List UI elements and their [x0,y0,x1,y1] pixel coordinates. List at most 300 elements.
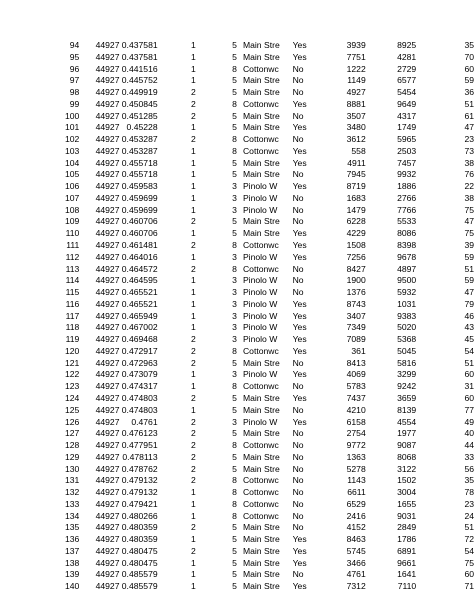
value-b-cell: 9383 [397,310,417,321]
table-row [0,499,474,511]
value-b-cell: 8086 [397,228,417,239]
table-row [0,264,474,276]
flag-cell: Yes [292,369,307,380]
code-cell: 44927 [95,451,120,462]
value-c-cell: 61 [464,110,474,121]
code-cell: 44927 [95,416,120,427]
group-cell: 2 [190,451,196,462]
fraction-cell: 0.459699 [121,204,158,215]
row-number: 120 [64,345,80,356]
zone-cell: 8 [232,263,237,274]
fraction-cell: 0.465949 [121,310,158,321]
code-cell: 44927 [95,192,120,203]
table-row [0,252,474,264]
code-cell: 44927 [95,487,120,498]
value-a-cell: 6529 [346,498,366,509]
group-cell: 2 [190,475,196,486]
code-cell: 44927 [95,322,120,333]
table-row [0,428,474,440]
value-a-cell: 9772 [346,440,366,451]
row-number: 101 [64,122,80,133]
table-row [0,558,474,570]
table-row [0,275,474,287]
group-cell: 1 [190,192,196,203]
table-row [0,405,474,417]
street-cell: Main Stre [242,557,280,568]
flag-cell: Yes [292,581,307,592]
row-number: 135 [64,522,80,533]
value-b-cell: 6891 [397,545,417,556]
street-cell: Main Stre [242,522,280,533]
fraction-cell: 0.465521 [121,298,158,309]
table-row [0,487,474,499]
code-cell: 44927 [95,522,120,533]
value-c-cell: 51 [464,98,474,109]
street-cell: Pinolo W [242,334,278,345]
flag-cell: Yes [292,51,307,62]
flag-cell: Yes [292,98,307,109]
fraction-cell: 0.460706 [121,216,158,227]
code-cell: 44927 [95,98,120,109]
flag-cell: Yes [292,310,307,321]
street-cell: Cottonwc [242,345,279,356]
value-c-cell: 40 [464,428,474,439]
table-row [0,475,474,487]
group-cell: 2 [190,110,196,121]
value-b-cell: 8139 [397,404,417,415]
code-cell: 44927 [95,534,120,545]
group-cell: 2 [190,522,196,533]
street-cell: Main Stre [242,451,280,462]
code-cell: 44927 [95,581,120,592]
value-c-cell: 75 [464,228,474,239]
row-number: 105 [64,169,80,180]
fraction-cell: 0.477951 [121,440,158,451]
street-cell: Main Stre [242,228,280,239]
value-a-cell: 3939 [346,40,366,50]
group-cell: 1 [190,369,196,380]
street-cell: Cottonwc [242,63,279,74]
code-cell: 44927 [95,498,120,509]
row-number: 128 [64,440,80,451]
value-c-cell: 35 [464,40,474,50]
code-cell: 44927 [95,298,120,309]
flag-cell: Yes [292,416,307,427]
value-b-cell: 9678 [397,251,417,262]
value-c-cell: 51 [464,522,474,533]
group-cell: 2 [190,392,196,403]
table-row [0,581,474,593]
row-number: 119 [65,334,80,345]
table-row [0,158,474,170]
table-row [0,511,474,523]
value-b-cell: 7457 [397,157,417,168]
code-cell: 44927 [95,134,120,145]
row-number: 102 [64,134,80,145]
zone-cell: 5 [232,581,237,592]
value-a-cell: 7349 [346,322,366,333]
row-number: 112 [65,251,80,262]
code-cell: 44927 [95,157,120,168]
group-cell: 1 [190,63,196,74]
street-cell: Pinolo W [242,310,278,321]
row-number: 106 [64,181,80,192]
flag-cell: Yes [292,145,307,156]
street-cell: Main Stre [242,463,280,474]
table-row [0,146,474,158]
fraction-cell: 0.464595 [121,275,158,286]
group-cell: 1 [190,157,196,168]
group-cell: 1 [190,40,196,50]
value-c-cell: 51 [464,263,474,274]
zone-cell: 3 [232,181,237,192]
row-number: 125 [64,404,80,415]
value-a-cell: 2754 [346,428,366,439]
street-cell: Cottonwc [242,98,279,109]
row-number: 126 [64,416,80,427]
value-b-cell: 5020 [397,322,417,333]
zone-cell: 3 [232,204,237,215]
row-number: 107 [64,192,80,203]
value-a-cell: 7312 [346,581,366,592]
value-b-cell: 5454 [397,87,417,98]
zone-cell: 3 [232,369,237,380]
value-c-cell: 77 [464,404,474,415]
value-a-cell: 6611 [347,487,366,498]
row-number: 100 [64,110,80,121]
value-b-cell: 7110 [397,581,417,592]
fraction-cell: 0.478762 [121,463,158,474]
value-b-cell: 1031 [397,298,417,309]
street-cell: Main Stre [242,75,280,86]
value-b-cell: 7766 [397,204,417,215]
table-row [0,358,474,370]
value-b-cell: 3659 [397,392,417,403]
code-cell: 44927 [95,204,120,215]
flag-cell: No [292,275,304,286]
street-cell: Cottonwc [242,510,279,521]
row-number: 104 [64,157,80,168]
code-cell: 44927 [95,475,120,486]
flag-cell: Yes [292,122,307,133]
zone-cell: 5 [232,75,237,86]
zone-cell: 3 [232,416,237,427]
group-cell: 2 [190,357,196,368]
group-cell: 1 [190,381,196,392]
flag-cell: No [292,569,304,580]
flag-cell: Yes [292,228,307,239]
value-c-cell: 59 [464,251,474,262]
value-c-cell: 60 [464,569,474,580]
zone-cell: 5 [232,463,237,474]
table-row [0,369,474,381]
zone-cell: 5 [232,451,237,462]
group-cell: 2 [190,87,196,98]
group-cell: 1 [190,51,196,62]
table-row [0,181,474,193]
value-b-cell: 4281 [397,51,417,62]
value-b-cell: 5932 [397,287,417,298]
value-b-cell: 4317 [397,110,417,121]
value-c-cell: 35 [464,475,474,486]
street-cell: Main Stre [242,357,280,368]
row-number: 123 [64,381,80,392]
code-cell: 44927 [95,510,120,521]
table-row [0,464,474,476]
zone-cell: 5 [232,569,237,580]
zone-cell: 8 [232,498,237,509]
value-c-cell: 46 [464,310,474,321]
value-a-cell: 8413 [346,357,366,368]
value-c-cell: 45 [464,334,474,345]
value-a-cell: 3507 [346,110,366,121]
fraction-cell: 0.467002 [121,322,158,333]
code-cell: 44927 [95,263,120,274]
table-body [0,40,474,593]
value-b-cell: 2766 [397,192,417,203]
value-b-cell: 5045 [397,345,417,356]
table-row [0,134,474,146]
row-number: 133 [64,498,80,509]
code-cell: 44927 [95,216,120,227]
group-cell: 1 [190,287,196,298]
group-cell: 1 [190,322,196,333]
value-b-cell: 1886 [397,181,417,192]
row-number: 136 [64,534,80,545]
group-cell: 2 [190,334,196,345]
street-cell: Main Stre [242,51,280,62]
value-b-cell: 5368 [397,334,417,345]
table-row [0,52,474,64]
group-cell: 2 [190,428,196,439]
row-number: 109 [64,216,80,227]
code-cell: 44927 [95,463,120,474]
value-b-cell: 9087 [397,440,417,451]
value-b-cell: 1749 [397,122,417,133]
value-a-cell: 1149 [347,75,366,86]
group-cell: 1 [190,122,196,133]
fraction-cell: 0.479132 [121,475,158,486]
group-cell: 2 [190,216,196,227]
street-cell: Cottonwc [242,240,279,251]
fraction-cell: 0.455718 [121,157,158,168]
code-cell: 44927 [95,75,120,86]
street-cell: Main Stre [242,40,280,50]
table-row [0,287,474,299]
value-b-cell: 1977 [397,428,417,439]
fraction-cell: 0.474317 [121,381,158,392]
street-cell: Pinolo W [242,192,278,203]
value-b-cell: 2503 [397,145,417,156]
flag-cell: Yes [292,40,307,50]
zone-cell: 5 [232,110,237,121]
value-c-cell: 73 [464,145,474,156]
zone-cell: 5 [232,404,237,415]
fraction-cell: 0.453287 [121,134,158,145]
zone-cell: 8 [232,487,237,498]
table-row [0,169,474,181]
code-cell: 44927 [95,51,120,62]
zone-cell: 3 [232,322,237,333]
flag-cell: Yes [292,334,307,345]
group-cell: 1 [190,75,196,86]
value-b-cell: 1502 [397,475,417,486]
value-b-cell: 9649 [397,98,417,109]
flag-cell: No [292,522,304,533]
zone-cell: 8 [232,145,237,156]
value-c-cell: 71 [464,581,474,592]
value-c-cell: 60 [464,369,474,380]
row-number: 114 [65,275,80,286]
row-number: 138 [64,557,80,568]
street-cell: Pinolo W [242,322,278,333]
row-number: 124 [64,392,80,403]
table-row [0,240,474,252]
value-a-cell: 5278 [346,463,366,474]
group-cell: 1 [190,228,196,239]
value-a-cell: 7751 [346,51,366,62]
table-row [0,228,474,240]
street-cell: Main Stre [242,581,280,592]
zone-cell: 5 [232,169,237,180]
flag-cell: Yes [292,345,307,356]
value-b-cell: 9500 [397,275,417,286]
flag-cell: No [292,404,304,415]
code-cell: 44927 [95,145,120,156]
value-c-cell: 60 [464,392,474,403]
value-c-cell: 23 [464,498,474,509]
fraction-cell: 0.459583 [121,181,158,192]
table-row [0,205,474,217]
code-cell: 44927 [95,545,120,556]
group-cell: 1 [190,169,196,180]
value-c-cell: 56 [464,463,474,474]
code-cell: 44927 [95,404,120,415]
table-row [0,322,474,334]
row-number: 111 [66,240,80,251]
value-b-cell: 5533 [397,216,417,227]
fraction-cell: 0.445752 [121,75,158,86]
table-row [0,193,474,205]
value-b-cell: 8925 [397,40,417,50]
code-cell: 44927 [95,122,120,133]
flag-cell: No [292,498,304,509]
value-a-cell: 4210 [346,404,366,415]
group-cell: 2 [190,545,196,556]
value-a-cell: 8743 [346,298,366,309]
value-c-cell: 79 [464,298,474,309]
value-b-cell: 9932 [397,169,417,180]
value-a-cell: 3466 [346,557,366,568]
group-cell: 2 [190,345,196,356]
street-cell: Pinolo W [242,181,278,192]
street-cell: Cottonwc [242,475,279,486]
data-table [0,40,474,593]
zone-cell: 8 [232,98,237,109]
street-cell: Main Stre [242,404,280,415]
table-row [0,99,474,111]
flag-cell: No [292,169,304,180]
street-cell: Main Stre [242,545,280,556]
row-number: 108 [64,204,80,215]
code-cell: 44927 [95,251,120,262]
code-cell: 44927 [95,40,120,50]
street-cell: Main Stre [242,569,280,580]
street-cell: Main Stre [242,216,280,227]
street-cell: Pinolo W [242,251,278,262]
value-b-cell: 3122 [397,463,417,474]
table-row [0,334,474,346]
table-row [0,417,474,429]
value-a-cell: 1508 [346,240,366,251]
row-number: 127 [64,428,80,439]
fraction-cell: 0.441516 [121,63,158,74]
group-cell: 2 [190,416,196,427]
group-cell: 1 [190,534,196,545]
street-cell: Cottonwc [242,134,279,145]
value-a-cell: 3407 [346,310,366,321]
zone-cell: 5 [232,428,237,439]
value-c-cell: 75 [464,557,474,568]
fraction-cell: 0.472917 [121,345,158,356]
zone-cell: 5 [232,87,237,98]
zone-cell: 5 [232,392,237,403]
zone-cell: 5 [232,216,237,227]
value-b-cell: 8398 [397,240,417,251]
street-cell: Pinolo W [242,369,278,380]
fraction-cell: 0.455718 [121,169,158,180]
code-cell: 44927 [95,357,120,368]
row-number: 99 [69,98,80,109]
flag-cell: No [292,216,304,227]
table-row [0,216,474,228]
zone-cell: 8 [232,345,237,356]
street-cell: Cottonwc [242,487,279,498]
code-cell: 44927 [95,63,120,74]
flag-cell: No [292,381,304,392]
zone-cell: 8 [232,381,237,392]
code-cell: 44927 [95,381,120,392]
value-a-cell: 8427 [346,263,366,274]
fraction-cell: 0.479421 [121,498,158,509]
row-number: 95 [69,51,80,62]
fraction-cell: 0.464572 [121,263,158,274]
value-c-cell: 47 [464,122,474,133]
value-c-cell: 43 [464,322,474,333]
fraction-cell: 0.476123 [121,428,158,439]
row-number: 140 [64,581,80,592]
code-cell: 44927 [95,287,120,298]
code-cell: 44927 [95,310,120,321]
value-b-cell: 1786 [397,534,417,545]
value-b-cell: 4897 [397,263,417,274]
flag-cell: No [292,451,304,462]
group-cell: 1 [190,404,196,415]
table-row [0,546,474,558]
flag-cell: Yes [292,298,307,309]
value-a-cell: 1363 [346,451,366,462]
flag-cell: No [292,263,304,274]
row-number: 118 [65,322,80,333]
value-a-cell: 558 [351,145,366,156]
value-a-cell: 6158 [346,416,366,427]
fraction-cell: 0.437581 [121,40,158,50]
flag-cell: No [292,287,304,298]
fraction-cell: 0.45228 [126,122,158,133]
value-b-cell: 9242 [397,381,417,392]
fraction-cell: 0.485579 [121,581,158,592]
zone-cell: 5 [232,122,237,133]
